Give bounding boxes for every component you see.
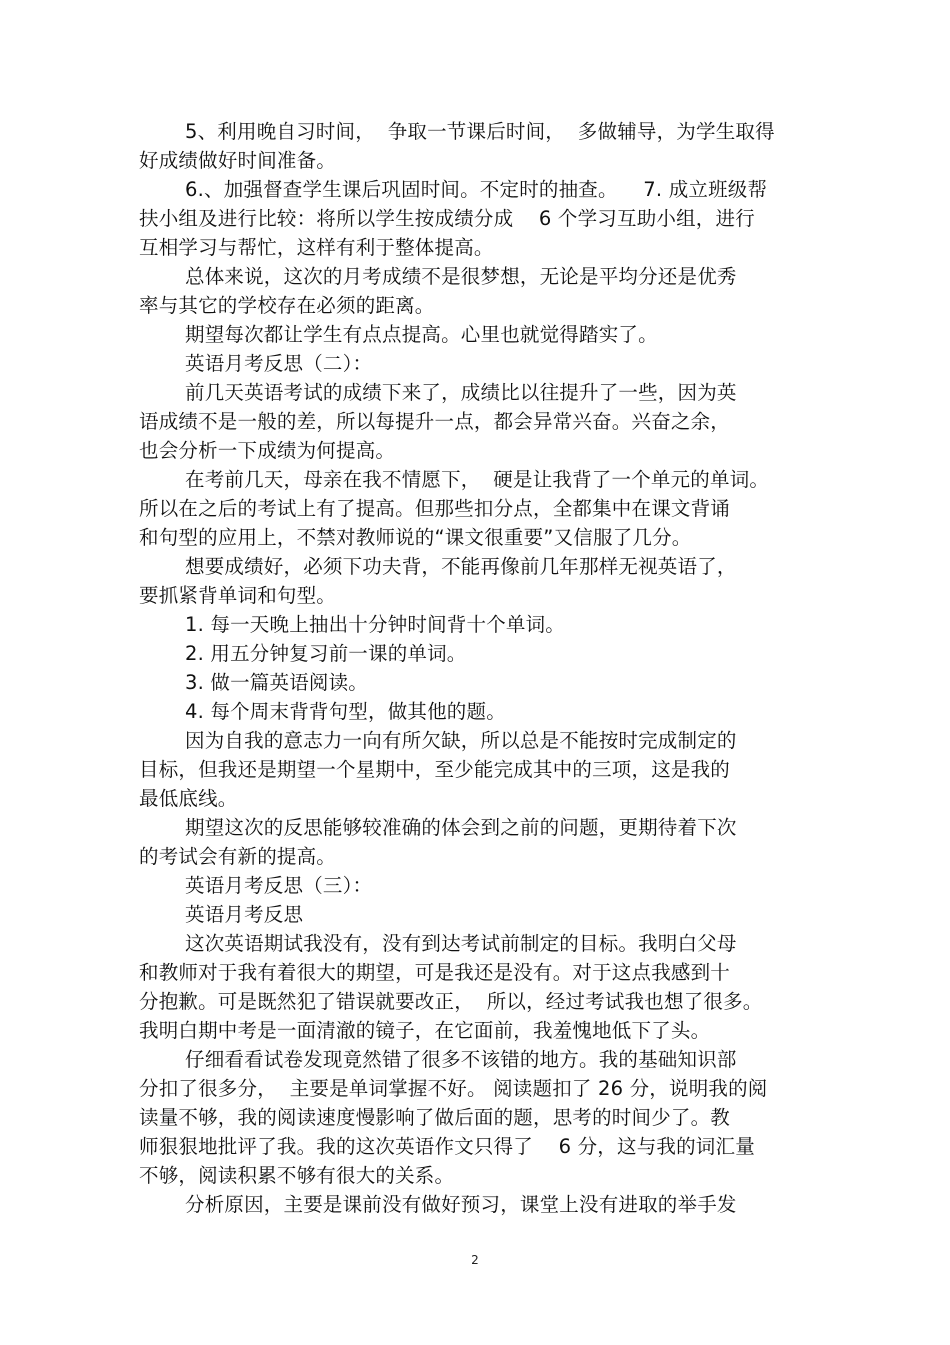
text-line: 师狠狠地批评了我。我的这次英语作文只得了 6 分，这与我的词汇量	[139, 1135, 755, 1158]
list-item: 1. 每一天晚上抽出十分钟时间背十个单词。	[185, 613, 566, 636]
text-line: 分析原因，主要是课前没有做好预习，课堂上没有进取的举手发	[185, 1193, 737, 1216]
text-line: 语成绩不是一般的差，所以每提升一点，都会异常兴奋。兴奋之余，	[139, 410, 731, 433]
text-line: 互相学习与帮忙，这样有利于整体提高。	[139, 236, 494, 259]
text-line: 好成绩做好时间准备。	[139, 149, 337, 172]
text-line: 所以在之后的考试上有了提高。但那些扣分点，全都集中在课文背诵	[139, 497, 731, 520]
text-line: 率与其它的学校存在必须的距离。	[139, 294, 435, 317]
text-line: 总体来说，这次的月考成绩不是很梦想，无论是平均分还是优秀	[185, 265, 737, 288]
text-line: 仔细看看试卷发现竟然错了很多不该错的地方。我的基础知识部	[185, 1048, 737, 1071]
text-line: 前几天英语考试的成绩下来了，成绩比以往提升了一些，因为英	[185, 381, 737, 404]
section-heading: 英语月考反思（三）：	[185, 874, 373, 897]
text-line: 分抱歉。可是既然犯了错误就要改正， 所以，经过考试我也想了很多。	[139, 990, 763, 1013]
text-line: 期望这次的反思能够较准确的体会到之前的问题，更期待着下次	[185, 816, 737, 839]
page-number: 2	[471, 1253, 479, 1267]
text-line: 要抓紧背单词和句型。	[139, 584, 337, 607]
text-line: 最低底线。	[139, 787, 238, 810]
text-line: 分扣了很多分， 主要是单词掌握不好。 阅读题扣了 26 分，说明我的阅	[139, 1077, 768, 1100]
text-line: 扶小组及进行比较：将所以学生按成绩分成 6 个学习互助小组，进行	[139, 207, 755, 230]
text-line: 和句型的应用上，不禁对教师说的“课文很重要”又信服了几分。	[139, 526, 692, 549]
text-line: 想要成绩好，必须下功夫背，不能再像前几年那样无视英语了，	[185, 555, 737, 578]
text-line: 读量不够，我的阅读速度慢影响了做后面的题，思考的时间少了。教	[139, 1106, 731, 1129]
text-line: 因为自我的意志力一向有所欠缺，所以总是不能按时完成制定的	[185, 729, 737, 752]
list-item: 2. 用五分钟复习前一课的单词。	[185, 642, 467, 665]
text-line: 这次英语期试我没有，没有到达考试前制定的目标。我明白父母	[185, 932, 737, 955]
text-line: 我明白期中考是一面清澈的镜子，在它面前，我羞愧地低下了头。	[139, 1019, 711, 1042]
text-line: 5、利用晚自习时间， 争取一节课后时间， 多做辅导，为学生取得	[185, 120, 775, 143]
section-heading: 英语月考反思（二）：	[185, 352, 373, 375]
text-line: 6.、加强督查学生课后巩固时间。不定时的抽查。 7. 成立班级帮	[185, 178, 768, 201]
text-line: 也会分析一下成绩为何提高。	[139, 439, 396, 462]
list-item: 3. 做一篇英语阅读。	[185, 671, 369, 694]
text-line: 期望每次都让学生有点点提高。心里也就觉得踏实了。	[185, 323, 658, 346]
text-line: 在考前几天，母亲在我不情愿下， 硬是让我背了一个单元的单词。	[185, 468, 770, 491]
text-line: 目标，但我还是期望一个星期中，至少能完成其中的三项，这是我的	[139, 758, 731, 781]
text-line: 不够，阅读积累不够有很大的关系。	[139, 1164, 455, 1187]
text-line: 的考试会有新的提高。	[139, 845, 337, 868]
section-subheading: 英语月考反思	[185, 903, 304, 926]
list-item: 4. 每个周末背背句型，做其他的题。	[185, 700, 506, 723]
text-line: 和教师对于我有着很大的期望，可是我还是没有。对于这点我感到十	[139, 961, 731, 984]
